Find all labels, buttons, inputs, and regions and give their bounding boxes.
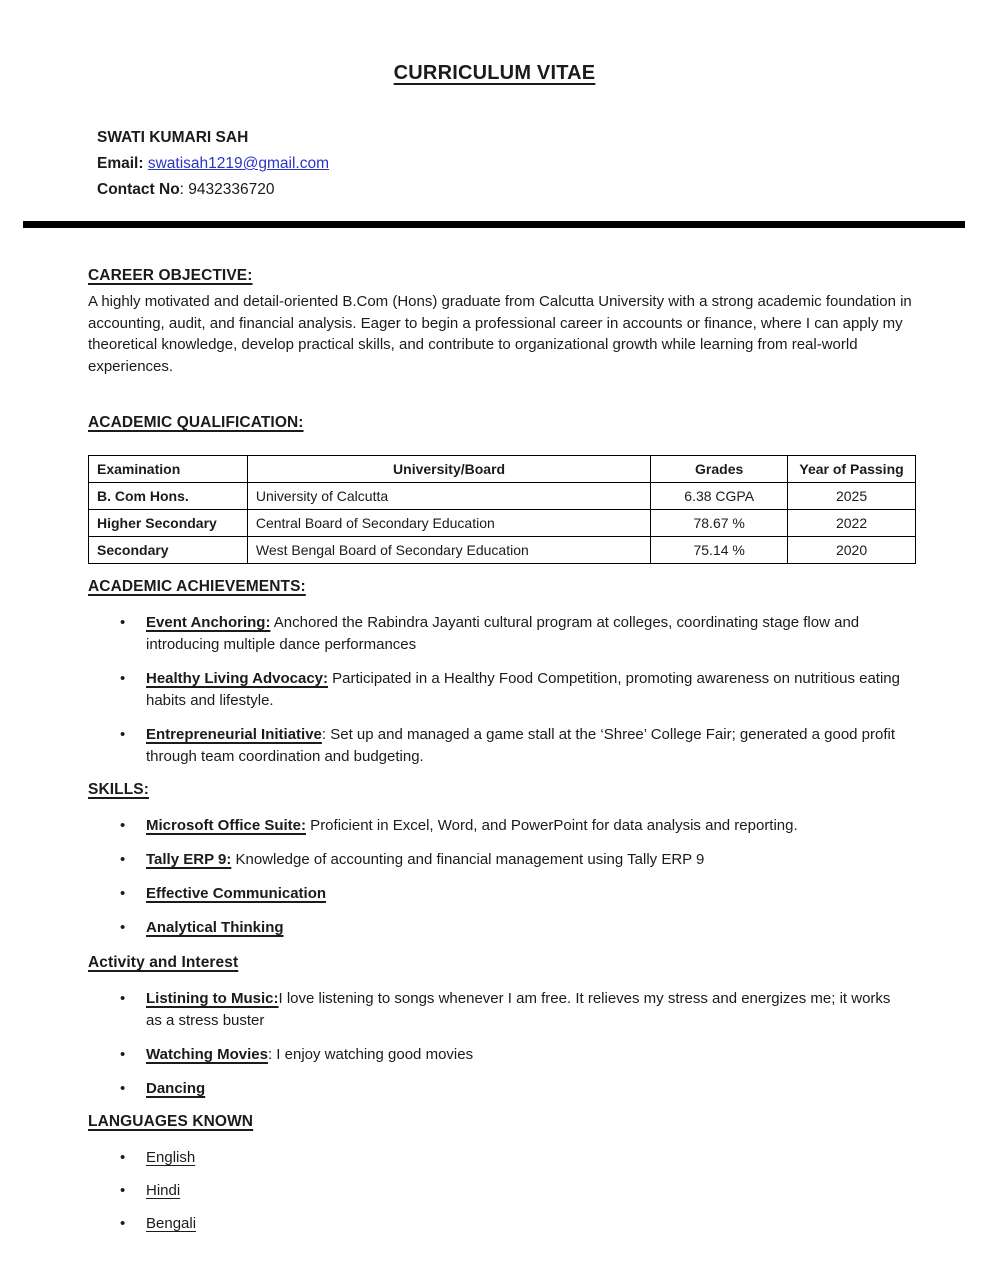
list-item bbox=[120, 988, 910, 1032]
cell-grades: 78.67 % bbox=[651, 510, 788, 537]
list-item bbox=[120, 849, 910, 871]
section-career-objective bbox=[88, 267, 921, 377]
languages-list bbox=[120, 1147, 921, 1235]
phone-line bbox=[97, 177, 921, 203]
activity-text: I love listening to songs whenever I am free. It relieves my stress and energizes me; it works as a stress buster bbox=[146, 990, 891, 1029]
phone-value: : 9432336720 bbox=[179, 181, 275, 198]
cell-board: University of Calcutta bbox=[247, 483, 650, 510]
career-objective-text: A highly motivated and detail-oriented B.Com (Hons) graduate from Calcutta University with a strong academic foundation in accounting, audit, and financial analysis. Eager to begin a professional career in accounts or finance, where I can apply my theoretical knowledge, develop practical skills, and contribute to organizational growth while learning from real-world experiences. bbox=[88, 293, 912, 375]
list-item bbox=[120, 1147, 910, 1169]
activity-interest-heading: Activity and Interest bbox=[88, 954, 239, 971]
achievement-title: Healthy Living Advocacy: bbox=[146, 670, 328, 687]
achievement-text: Participated in a Healthy Food Competition, promoting awareness on nutritious eating habits and lifestyle. bbox=[146, 670, 900, 709]
list-item bbox=[120, 883, 910, 905]
achievements-list bbox=[120, 612, 921, 768]
list-item bbox=[120, 1044, 910, 1066]
cell-year: 2025 bbox=[788, 483, 916, 510]
cell-year: 2020 bbox=[788, 537, 916, 564]
language-name: English bbox=[146, 1149, 196, 1166]
section-skills bbox=[88, 781, 921, 939]
col-header-year-of-passing: Year of Passing bbox=[788, 456, 916, 483]
achievement-title: Event Anchoring: bbox=[146, 614, 271, 631]
header-divider bbox=[23, 221, 965, 228]
list-item bbox=[120, 612, 910, 656]
phone-label: Contact No bbox=[97, 181, 180, 198]
language-name: Hindi bbox=[146, 1182, 181, 1199]
cell-grades: 75.14 % bbox=[651, 537, 788, 564]
academic-qualification-heading: ACADEMIC QUALIFICATION: bbox=[88, 414, 304, 431]
cell-board: West Bengal Board of Secondary Education bbox=[247, 537, 650, 564]
activity-text: : I enjoy watching good movies bbox=[267, 1046, 474, 1063]
qualification-table bbox=[88, 455, 916, 564]
skills-list bbox=[120, 815, 921, 939]
cell-examination: Secondary bbox=[89, 537, 248, 564]
list-item bbox=[120, 668, 910, 712]
contact-block bbox=[97, 125, 921, 203]
col-header-university-board: University/Board bbox=[247, 456, 650, 483]
page-title: CURRICULUM VITAE bbox=[393, 62, 596, 84]
table-row bbox=[89, 537, 916, 564]
section-languages-known bbox=[88, 1113, 921, 1235]
achievement-text: Anchored the Rabindra Jayanti cultural program at colleges, coordinating stage flow and introducing multiple dance performances bbox=[146, 614, 860, 653]
cell-grades: 6.38 CGPA bbox=[651, 483, 788, 510]
email-link[interactable]: swatisah1219@gmail.com bbox=[147, 155, 329, 172]
cell-year: 2022 bbox=[788, 510, 916, 537]
activity-title: Dancing bbox=[146, 1080, 206, 1097]
skill-title: Microsoft Office Suite: bbox=[146, 817, 307, 834]
activities-list bbox=[120, 988, 921, 1100]
list-item bbox=[120, 815, 910, 837]
section-activity-interest bbox=[88, 954, 921, 1100]
email-line bbox=[97, 151, 921, 177]
skill-title: Tally ERP 9: bbox=[146, 851, 232, 868]
languages-known-heading: LANGUAGES KNOWN bbox=[88, 1113, 254, 1130]
candidate-name: SWATI KUMARI SAH bbox=[97, 129, 249, 146]
list-item bbox=[120, 1078, 910, 1100]
academic-achievements-heading: ACADEMIC ACHIEVEMENTS: bbox=[88, 578, 306, 595]
skill-text: Knowledge of accounting and financial management using Tally ERP 9 bbox=[231, 851, 705, 868]
skill-title: Analytical Thinking bbox=[146, 919, 284, 936]
career-objective-heading: CAREER OBJECTIVE: bbox=[88, 267, 253, 284]
col-header-examination: Examination bbox=[89, 456, 248, 483]
achievement-text: : Set up and managed a game stall at the ‘Shree’ College Fair; generated a good profit through team coordination and budgeting. bbox=[146, 726, 896, 765]
col-header-grades: Grades bbox=[651, 456, 788, 483]
skill-text: Proficient in Excel, Word, and PowerPoint for data analysis and reporting. bbox=[306, 817, 798, 834]
cell-examination: Higher Secondary bbox=[89, 510, 248, 537]
section-academic-qualification bbox=[88, 414, 921, 564]
activity-title: Watching Movies bbox=[146, 1046, 268, 1063]
activity-title: Listining to Music: bbox=[146, 990, 279, 1007]
table-header-row bbox=[89, 456, 916, 483]
list-item bbox=[120, 1213, 910, 1235]
list-item bbox=[120, 1180, 910, 1202]
email-label: Email: bbox=[97, 155, 144, 172]
table-row bbox=[89, 510, 916, 537]
achievement-title: Entrepreneurial Initiative bbox=[146, 726, 322, 743]
cell-board: Central Board of Secondary Education bbox=[247, 510, 650, 537]
skill-title: Effective Communication bbox=[146, 885, 327, 902]
cell-examination: B. Com Hons. bbox=[89, 483, 248, 510]
skills-heading: SKILLS: bbox=[88, 781, 149, 798]
list-item bbox=[120, 724, 910, 768]
section-academic-achievements bbox=[88, 578, 921, 768]
language-name: Bengali bbox=[146, 1215, 197, 1232]
table-row bbox=[89, 483, 916, 510]
list-item bbox=[120, 917, 910, 939]
